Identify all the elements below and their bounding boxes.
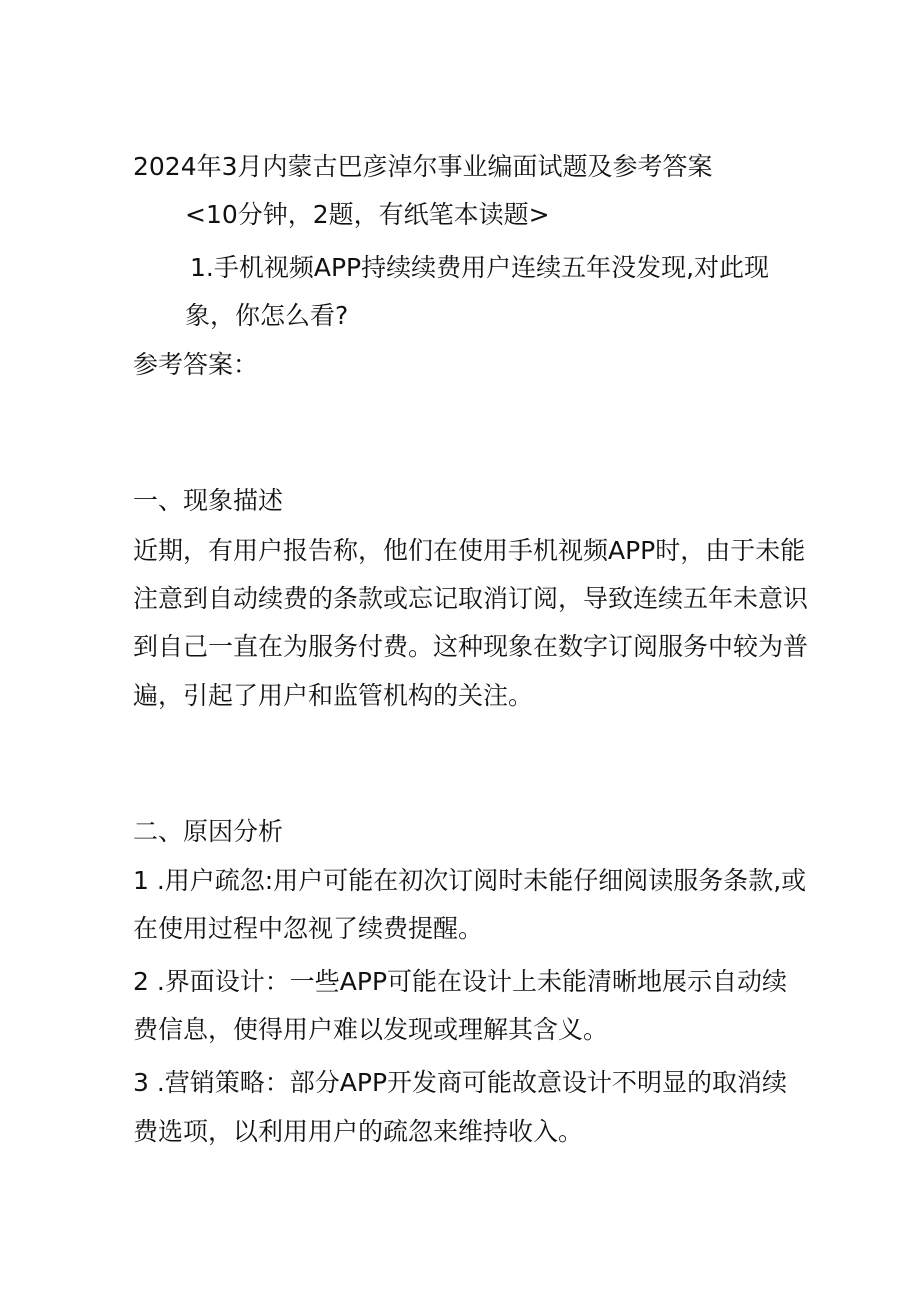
section-heading-cause-analysis: 二、原因分析 <box>133 817 284 846</box>
question-text-line-2: 象，你怎么看? <box>185 301 349 330</box>
list-item-line: 1 .用户疏忽:用户可能在初次订阅时未能仔细阅读服务条款,或 <box>133 866 807 895</box>
paragraph-line: 遍，引起了用户和监管机构的关注。 <box>133 681 534 710</box>
paragraph-line: 到自己一直在为服务付费。这种现象在数字订阅服务中较为普 <box>133 632 809 661</box>
paragraph-line: 注意到自动续费的条款或忘记取消订阅，导致连续五年未意识 <box>133 584 809 613</box>
list-item-line: 2 .界面设计：一些APP可能在设计上未能清晰地展示自动续 <box>133 967 788 996</box>
list-item-line: 费信息，使得用户难以发现或理解其含义。 <box>133 1015 609 1044</box>
document-title: 2024年3月内蒙古巴彦淖尔事业编面试题及参考答案 <box>133 152 713 181</box>
paragraph-line: 近期，有用户报告称，他们在使用手机视频APP时，由于未能 <box>133 536 806 565</box>
list-item-line: 3 .营销策略：部分APP开发商可能故意设计不明显的取消续 <box>133 1068 788 1097</box>
section-heading-phenomenon: 一、现象描述 <box>133 486 284 515</box>
list-item-line: 费选项，以利用用户的疏忽来维持收入。 <box>133 1117 584 1146</box>
list-item-line: 在使用过程中忽视了续费提醒。 <box>133 914 484 943</box>
answer-label: 参考答案： <box>133 350 259 379</box>
exam-note: <10分钟，2题，有纸笔本读题> <box>185 200 550 229</box>
question-text-line-1: 1.手机视频APP持续续费用户连续五年没发现,对此现 <box>190 253 770 282</box>
